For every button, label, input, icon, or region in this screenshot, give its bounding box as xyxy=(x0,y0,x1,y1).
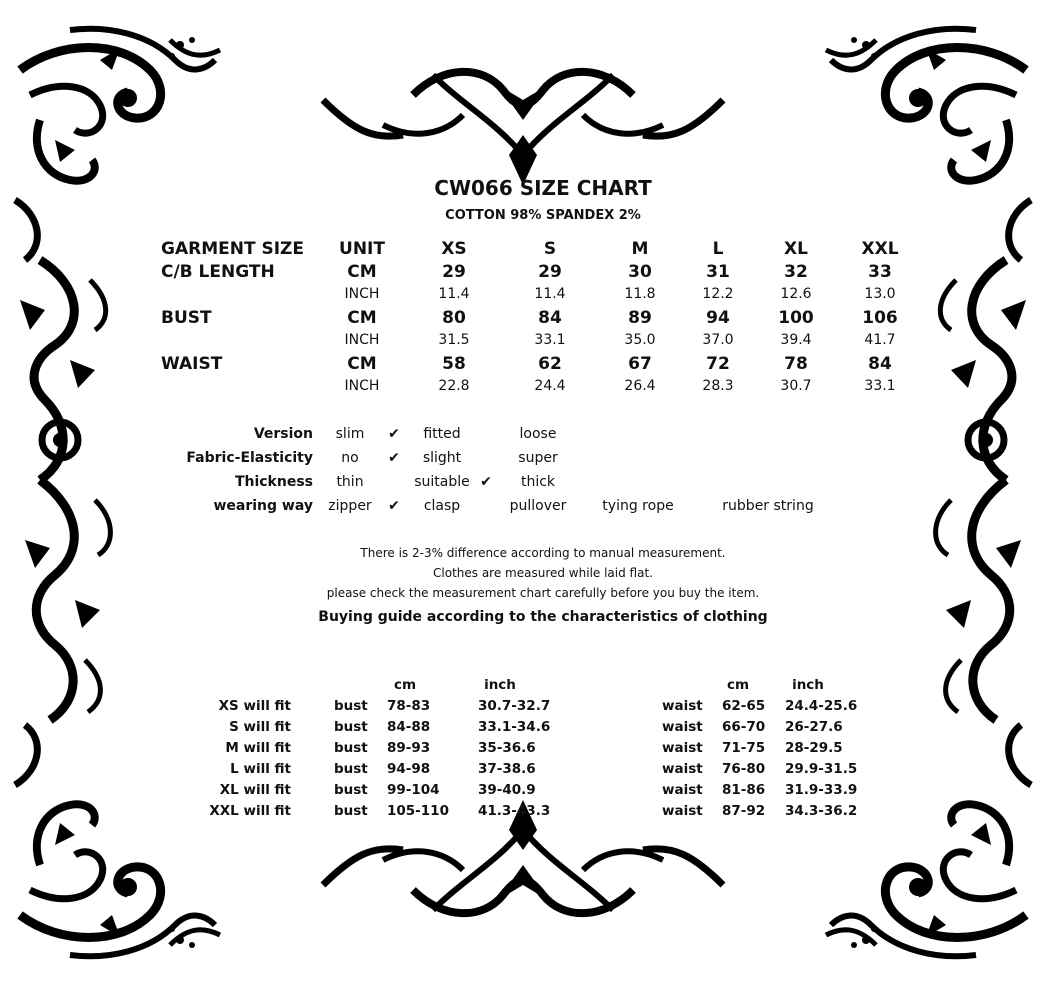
attr-option: zipper xyxy=(328,498,372,514)
table-cell: 39.4 xyxy=(780,332,812,348)
table-cell: 33.1 xyxy=(864,378,896,394)
table-cell: 24.4 xyxy=(534,378,566,394)
header-size-s: S xyxy=(543,239,557,259)
table-cell: 26.4 xyxy=(624,378,656,394)
table-cell: 11.8 xyxy=(624,286,656,302)
header-size-xl: XL xyxy=(784,239,808,259)
header-unit: UNIT xyxy=(339,239,385,259)
table-cell: 35.0 xyxy=(624,332,656,348)
guide-waist-cm: 81-86 xyxy=(722,782,766,798)
guide-bust-cm: 78-83 xyxy=(387,698,431,714)
guide-waist-label: waist xyxy=(662,803,703,819)
guide-waist-inch: 24.4-25.6 xyxy=(785,698,858,714)
table-cell: 67 xyxy=(628,354,652,374)
table-cell: 22.8 xyxy=(438,378,470,394)
buying-guide-heading: Buying guide according to the characteristics of clothing xyxy=(318,609,768,625)
table-cell: 28.3 xyxy=(702,378,734,394)
header-garment-size: GARMENT SIZE xyxy=(161,239,304,259)
guide-unit-inch: inch xyxy=(484,677,516,693)
note-line: please check the measurement chart carefully before you buy the item. xyxy=(326,586,760,600)
table-cell: 33 xyxy=(868,262,892,282)
guide-bust-label: bust xyxy=(334,782,368,798)
guide-bust-inch: 37-38.6 xyxy=(478,761,536,777)
guide-bust-inch: 30.7-32.7 xyxy=(478,698,551,714)
guide-bust-label: bust xyxy=(334,740,368,756)
guide-bust-cm: 89-93 xyxy=(387,740,431,756)
row-label-bust: BUST xyxy=(161,308,212,328)
guide-waist-cm: 71-75 xyxy=(722,740,766,756)
fabric-composition: COTTON 98% SPANDEX 2% xyxy=(445,208,641,223)
attr-option: tying rope xyxy=(602,498,674,514)
unit-cm: CM xyxy=(347,262,377,282)
guide-size: XXL will fit xyxy=(209,803,291,819)
guide-waist-cm: 76-80 xyxy=(722,761,766,777)
page-title: CW066 SIZE CHART xyxy=(434,176,652,200)
check-icon: ✔ xyxy=(480,474,492,490)
attr-option: loose xyxy=(519,426,557,442)
guide-waist-inch: 28-29.5 xyxy=(785,740,843,756)
table-cell: 89 xyxy=(628,308,652,328)
attr-label-thickness: Thickness xyxy=(234,474,313,490)
table-cell: 58 xyxy=(442,354,466,374)
guide-size: M will fit xyxy=(225,740,291,756)
check-icon: ✔ xyxy=(388,498,400,514)
guide-waist-inch: 31.9-33.9 xyxy=(785,782,858,798)
guide-bust-cm: 105-110 xyxy=(387,803,449,819)
unit-inch: INCH xyxy=(344,286,380,302)
guide-bust-label: bust xyxy=(334,698,368,714)
guide-bust-cm: 94-98 xyxy=(387,761,431,777)
table-cell: 13.0 xyxy=(864,286,896,302)
attr-option: clasp xyxy=(423,498,461,514)
table-cell: 11.4 xyxy=(534,286,566,302)
guide-waist-label: waist xyxy=(662,719,703,735)
guide-bust-cm: 84-88 xyxy=(387,719,431,735)
table-cell: 29 xyxy=(442,262,466,282)
table-cell: 30 xyxy=(628,262,652,282)
guide-waist-inch: 34.3-36.2 xyxy=(785,803,858,819)
table-cell: 84 xyxy=(538,308,562,328)
check-icon: ✔ xyxy=(388,450,400,466)
check-icon: ✔ xyxy=(388,426,400,442)
guide-waist-inch: 26-27.6 xyxy=(785,719,843,735)
header-size-xxl: XXL xyxy=(861,239,899,259)
guide-size: S will fit xyxy=(229,719,291,735)
table-cell: 31 xyxy=(706,262,730,282)
guide-bust-cm: 99-104 xyxy=(387,782,440,798)
table-cell: 106 xyxy=(862,308,898,328)
guide-size: L will fit xyxy=(230,761,291,777)
attr-option: slight xyxy=(422,450,462,466)
table-cell: 78 xyxy=(784,354,808,374)
table-cell: 62 xyxy=(538,354,562,374)
guide-bust-inch: 39-40.9 xyxy=(478,782,536,798)
unit-cm: CM xyxy=(347,354,377,374)
table-cell: 32 xyxy=(784,262,808,282)
table-cell: 84 xyxy=(868,354,892,374)
note-line: Clothes are measured while laid flat. xyxy=(433,566,653,580)
attr-label-version: Version xyxy=(253,426,313,442)
guide-waist-label: waist xyxy=(662,698,703,714)
table-cell: 12.6 xyxy=(780,286,812,302)
attr-option: pullover xyxy=(509,498,567,514)
row-label-cb-length: C/B LENGTH xyxy=(161,262,275,282)
table-cell: 12.2 xyxy=(702,286,734,302)
table-cell: 41.7 xyxy=(864,332,896,348)
table-cell: 33.1 xyxy=(534,332,566,348)
attr-option: thick xyxy=(520,474,556,490)
guide-waist-cm: 87-92 xyxy=(722,803,766,819)
note-line: There is 2-3% difference according to manual measurement. xyxy=(360,546,726,560)
guide-bust-label: bust xyxy=(334,719,368,735)
guide-size: XS will fit xyxy=(218,698,291,714)
guide-waist-label: waist xyxy=(662,740,703,756)
header-size-xs: XS xyxy=(441,239,467,259)
guide-bust-inch: 35-36.6 xyxy=(478,740,536,756)
attr-option: thin xyxy=(336,474,364,490)
table-cell: 37.0 xyxy=(702,332,734,348)
attr-option: super xyxy=(518,450,558,466)
guide-bust-label: bust xyxy=(334,761,368,777)
attr-option: rubber string xyxy=(722,498,814,514)
attr-label-fabric-elasticity: Fabric-Elasticity xyxy=(186,450,313,466)
guide-waist-cm: 62-65 xyxy=(722,698,766,714)
guide-bust-label: bust xyxy=(334,803,368,819)
table-cell: 30.7 xyxy=(780,378,812,394)
header-size-m: M xyxy=(631,239,649,259)
table-cell: 94 xyxy=(706,308,730,328)
table-cell: 29 xyxy=(538,262,562,282)
unit-inch: INCH xyxy=(344,378,380,394)
guide-waist-inch: 29.9-31.5 xyxy=(785,761,858,777)
guide-size: XL will fit xyxy=(219,782,291,798)
attr-label-wearing-way: wearing way xyxy=(213,498,313,514)
table-cell: 80 xyxy=(442,308,466,328)
guide-unit-cm: cm xyxy=(393,677,417,693)
unit-cm: CM xyxy=(347,308,377,328)
table-cell: 72 xyxy=(706,354,730,374)
guide-bust-inch: 41.3-43.3 xyxy=(478,803,551,819)
guide-waist-label: waist xyxy=(662,761,703,777)
header-size-l: L xyxy=(712,239,724,259)
guide-unit-cm: cm xyxy=(726,677,750,693)
attr-option: suitable xyxy=(414,474,470,490)
unit-inch: INCH xyxy=(344,332,380,348)
guide-waist-cm: 66-70 xyxy=(722,719,766,735)
row-label-waist: WAIST xyxy=(161,354,223,374)
guide-bust-inch: 33.1-34.6 xyxy=(478,719,551,735)
attr-option: slim xyxy=(335,426,365,442)
table-cell: 100 xyxy=(778,308,814,328)
guide-unit-inch: inch xyxy=(792,677,824,693)
guide-waist-label: waist xyxy=(662,782,703,798)
table-cell: 11.4 xyxy=(438,286,470,302)
table-cell: 31.5 xyxy=(438,332,470,348)
attr-option: no xyxy=(341,450,359,466)
attr-option: fitted xyxy=(423,426,461,442)
